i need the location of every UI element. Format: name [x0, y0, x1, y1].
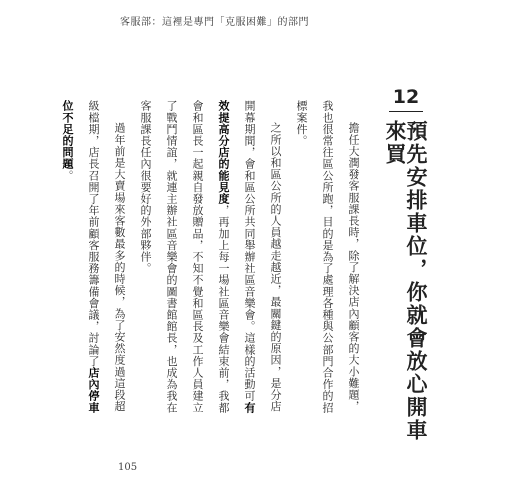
highlighted-text: 有效提高分店的能見度	[217, 100, 256, 414]
paragraph-text: 之所以和區公所的人員越走越近，最關鍵的原因，是分店開幕期間，會和區公所共同舉辦社區音樂會。這樣的活動可	[243, 100, 282, 412]
chapter-heading	[384, 86, 428, 460]
chapter-number: 12	[389, 86, 423, 112]
paragraph-text: 過年前是大賣場來客數最多的時候，為了安然度過這段超級檔期，店長召開了年前顧客服務籌備會議，討論了	[87, 100, 126, 412]
body-text	[61, 100, 366, 422]
paragraph	[288, 100, 366, 422]
paragraph-text: 。	[61, 169, 74, 182]
page-number: 105	[118, 462, 138, 473]
running-header: 客服部：這裡是專門「克服困難」的部門	[120, 17, 309, 28]
paragraph-text: ，再加上每一場社區音樂會結束前，我都會和區長一起親自發放贈品，不知不覺和區長及工作人員建立了戰鬥情誼，就連主辦社區音樂會的圖書館館長，也成為我在客服課長任內很要好的外部夥伴。	[139, 100, 230, 414]
paragraph-text: 擔任大潤發客服課長時，除了解決店內顧客的大小難題，我也很常往區公所跑，目的是為了處理各種與公部門合作的招標案件。	[295, 100, 360, 414]
highlighted-text: 店內停車位不足的問題	[61, 100, 100, 414]
paragraph	[132, 100, 288, 422]
paragraph	[54, 100, 132, 422]
chapter-title: 預先安排車位，你就會放心開車來買	[383, 120, 429, 442]
